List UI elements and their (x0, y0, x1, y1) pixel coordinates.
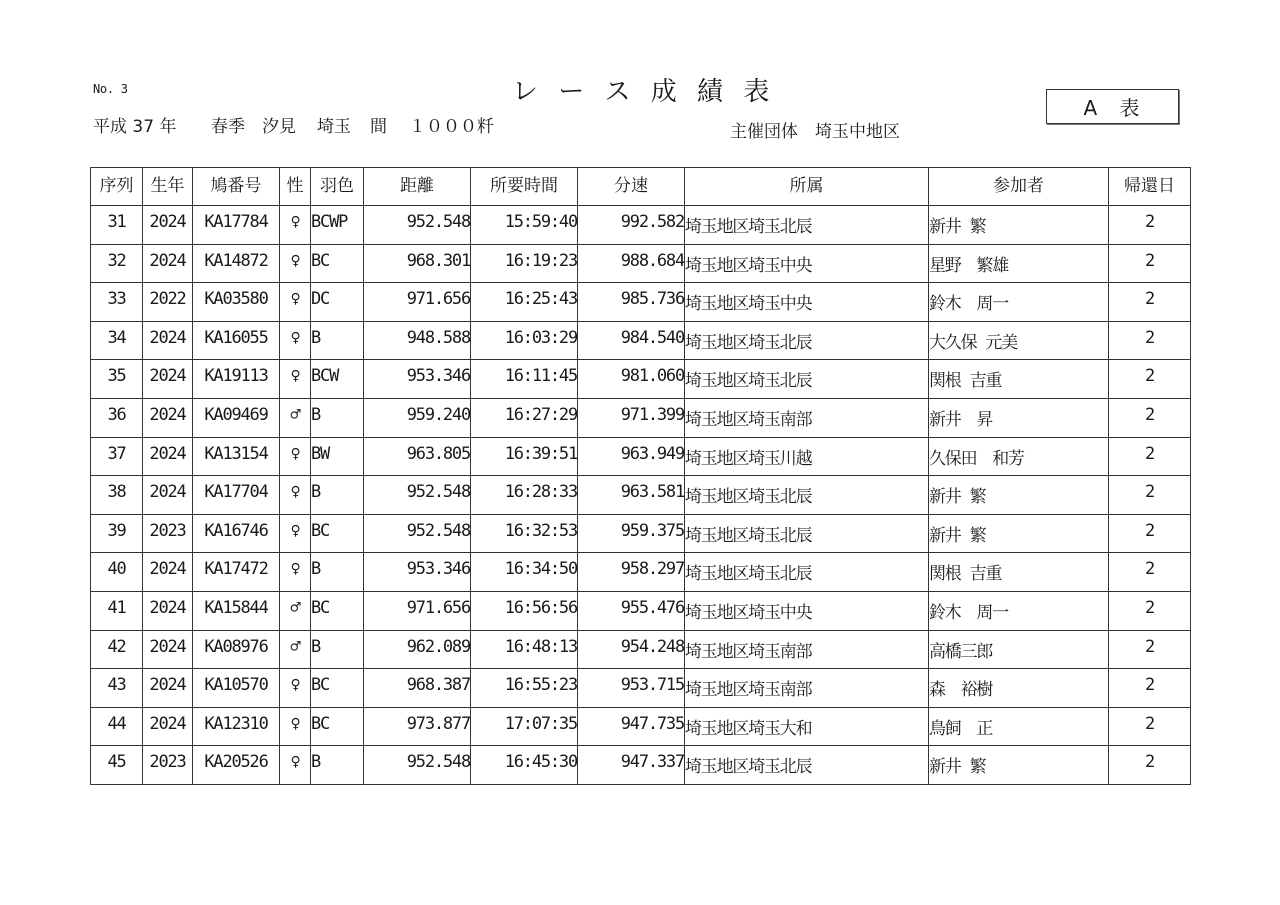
cell-seq: 42 (91, 630, 143, 669)
cell-band-no: KA10570 (193, 669, 280, 708)
cell-seq: 36 (91, 398, 143, 437)
cell-time: 16:56:56 (471, 591, 578, 630)
cell-distance: 952.548 (364, 476, 471, 515)
cell-time: 16:11:45 (471, 360, 578, 399)
cell-distance: 952.548 (364, 514, 471, 553)
document-title: レ ー ス 成 績 表 (512, 77, 776, 107)
cell-band-no: KA12310 (193, 707, 280, 746)
cell-sex: ♂ (280, 398, 311, 437)
cell-color: B (311, 476, 364, 515)
cell-sex: ♀ (280, 283, 311, 322)
cell-seq: 31 (91, 206, 143, 245)
table-body (91, 206, 1191, 785)
header-row (91, 168, 1191, 206)
cell-color: BW (311, 437, 364, 476)
race-between: 間 (370, 117, 387, 137)
cell-color: B (311, 321, 364, 360)
cell-affiliation: 埼玉地区埼玉北辰 (685, 553, 929, 592)
cell-color: BCWP (311, 206, 364, 245)
results-table (90, 167, 1191, 785)
cell-distance: 971.656 (364, 283, 471, 322)
cell-time: 16:39:51 (471, 437, 578, 476)
cell-time: 16:48:13 (471, 630, 578, 669)
cell-speed: 958.297 (578, 553, 685, 592)
cell-birth-year: 2024 (143, 707, 193, 746)
header-affiliation: 所属 (685, 168, 929, 206)
cell-speed: 947.735 (578, 707, 685, 746)
cell-band-no: KA17472 (193, 553, 280, 592)
cell-return-day: 2 (1109, 707, 1191, 746)
cell-seq: 43 (91, 669, 143, 708)
cell-distance: 968.387 (364, 669, 471, 708)
cell-return-day: 2 (1109, 591, 1191, 630)
cell-distance: 959.240 (364, 398, 471, 437)
cell-distance: 973.877 (364, 707, 471, 746)
cell-band-no: KA17704 (193, 476, 280, 515)
cell-affiliation: 埼玉地区埼玉北辰 (685, 206, 929, 245)
cell-band-no: KA03580 (193, 283, 280, 322)
cell-sex: ♀ (280, 206, 311, 245)
cell-time: 16:19:23 (471, 244, 578, 283)
cell-participant: 関根 吉重 (929, 360, 1109, 399)
cell-distance: 952.548 (364, 206, 471, 245)
header-sex: 性 (280, 168, 311, 206)
cell-seq: 32 (91, 244, 143, 283)
cell-distance: 953.346 (364, 553, 471, 592)
cell-distance: 948.588 (364, 321, 471, 360)
cell-participant: 新井 繁 (929, 746, 1109, 785)
cell-participant: 星野 繁雄 (929, 244, 1109, 283)
table-row (91, 591, 1191, 630)
cell-birth-year: 2024 (143, 437, 193, 476)
cell-participant: 新井 昇 (929, 398, 1109, 437)
cell-birth-year: 2024 (143, 669, 193, 708)
cell-speed: 947.337 (578, 746, 685, 785)
header-color: 羽色 (311, 168, 364, 206)
cell-birth-year: 2024 (143, 321, 193, 360)
cell-time: 16:55:23 (471, 669, 578, 708)
cell-affiliation: 埼玉地区埼玉南部 (685, 398, 929, 437)
header-return-day: 帰還日 (1109, 168, 1191, 206)
cell-band-no: KA13154 (193, 437, 280, 476)
cell-color: BC (311, 244, 364, 283)
race-distance: １０００粁 (409, 117, 494, 137)
cell-sex: ♀ (280, 437, 311, 476)
header-speed: 分速 (578, 168, 685, 206)
cell-return-day: 2 (1109, 553, 1191, 592)
cell-affiliation: 埼玉地区埼玉北辰 (685, 321, 929, 360)
cell-participant: 鳥飼 正 (929, 707, 1109, 746)
cell-seq: 40 (91, 553, 143, 592)
cell-speed: 984.540 (578, 321, 685, 360)
page-number: No. 3 (93, 82, 128, 96)
table-label: A 表 (1083, 96, 1148, 120)
cell-participant: 鈴木 周一 (929, 591, 1109, 630)
cell-time: 16:03:29 (471, 321, 578, 360)
table-row (91, 321, 1191, 360)
cell-band-no: KA19113 (193, 360, 280, 399)
cell-return-day: 2 (1109, 283, 1191, 322)
cell-sex: ♀ (280, 746, 311, 785)
header-participant: 参加者 (929, 168, 1109, 206)
cell-time: 16:34:50 (471, 553, 578, 592)
cell-affiliation: 埼玉地区埼玉南部 (685, 630, 929, 669)
cell-birth-year: 2023 (143, 514, 193, 553)
cell-time: 15:59:40 (471, 206, 578, 245)
table-row (91, 283, 1191, 322)
table-label-box (1046, 89, 1179, 124)
cell-color: BC (311, 669, 364, 708)
cell-time: 16:32:53 (471, 514, 578, 553)
cell-band-no: KA16746 (193, 514, 280, 553)
cell-return-day: 2 (1109, 476, 1191, 515)
cell-color: B (311, 630, 364, 669)
cell-speed: 955.476 (578, 591, 685, 630)
cell-affiliation: 埼玉地区埼玉北辰 (685, 746, 929, 785)
cell-sex: ♀ (280, 244, 311, 283)
cell-speed: 963.581 (578, 476, 685, 515)
cell-seq: 37 (91, 437, 143, 476)
cell-participant: 新井 繁 (929, 206, 1109, 245)
cell-speed: 985.736 (578, 283, 685, 322)
cell-color: BC (311, 707, 364, 746)
cell-affiliation: 埼玉地区埼玉中央 (685, 591, 929, 630)
cell-birth-year: 2024 (143, 476, 193, 515)
table-row (91, 746, 1191, 785)
cell-affiliation: 埼玉地区埼玉北辰 (685, 514, 929, 553)
header-band-no: 鳩番号 (193, 168, 280, 206)
cell-color: B (311, 398, 364, 437)
cell-return-day: 2 (1109, 206, 1191, 245)
table-row (91, 398, 1191, 437)
cell-birth-year: 2024 (143, 398, 193, 437)
cell-color: BC (311, 591, 364, 630)
race-destination: 埼玉 (317, 117, 351, 137)
cell-distance: 963.805 (364, 437, 471, 476)
organizer: 主催団体 埼玉中地区 (730, 122, 900, 142)
cell-participant: 高橋三郎 (929, 630, 1109, 669)
table-row (91, 553, 1191, 592)
cell-distance: 971.656 (364, 591, 471, 630)
header-distance: 距離 (364, 168, 471, 206)
cell-seq: 38 (91, 476, 143, 515)
table-row (91, 630, 1191, 669)
cell-band-no: KA16055 (193, 321, 280, 360)
header-seq: 序列 (91, 168, 143, 206)
cell-color: B (311, 746, 364, 785)
header-time: 所要時間 (471, 168, 578, 206)
cell-affiliation: 埼玉地区埼玉北辰 (685, 360, 929, 399)
cell-participant: 久保田 和芳 (929, 437, 1109, 476)
cell-speed: 981.060 (578, 360, 685, 399)
table-row (91, 244, 1191, 283)
cell-sex: ♀ (280, 360, 311, 399)
race-release-point: 汐見 (262, 117, 296, 137)
cell-sex: ♀ (280, 707, 311, 746)
cell-color: BC (311, 514, 364, 553)
cell-band-no: KA20526 (193, 746, 280, 785)
cell-affiliation: 埼玉地区埼玉川越 (685, 437, 929, 476)
cell-return-day: 2 (1109, 630, 1191, 669)
cell-time: 16:25:43 (471, 283, 578, 322)
cell-affiliation: 埼玉地区埼玉北辰 (685, 476, 929, 515)
table-row (91, 206, 1191, 245)
table-row (91, 360, 1191, 399)
cell-seq: 35 (91, 360, 143, 399)
cell-band-no: KA09469 (193, 398, 280, 437)
cell-participant: 新井 繁 (929, 476, 1109, 515)
cell-birth-year: 2024 (143, 206, 193, 245)
cell-speed: 959.375 (578, 514, 685, 553)
cell-seq: 41 (91, 591, 143, 630)
table-header (91, 168, 1191, 206)
cell-speed: 971.399 (578, 398, 685, 437)
cell-participant: 大久保 元美 (929, 321, 1109, 360)
cell-birth-year: 2024 (143, 360, 193, 399)
cell-distance: 968.301 (364, 244, 471, 283)
cell-birth-year: 2022 (143, 283, 193, 322)
cell-speed: 988.684 (578, 244, 685, 283)
cell-affiliation: 埼玉地区埼玉中央 (685, 244, 929, 283)
cell-affiliation: 埼玉地区埼玉大和 (685, 707, 929, 746)
table-row (91, 476, 1191, 515)
cell-speed: 954.248 (578, 630, 685, 669)
cell-participant: 新井 繁 (929, 514, 1109, 553)
cell-sex: ♂ (280, 591, 311, 630)
cell-birth-year: 2024 (143, 244, 193, 283)
cell-return-day: 2 (1109, 669, 1191, 708)
table-row (91, 514, 1191, 553)
cell-time: 16:27:29 (471, 398, 578, 437)
cell-band-no: KA14872 (193, 244, 280, 283)
cell-sex: ♀ (280, 669, 311, 708)
table-row (91, 437, 1191, 476)
cell-sex: ♀ (280, 476, 311, 515)
cell-speed: 963.949 (578, 437, 685, 476)
cell-participant: 鈴木 周一 (929, 283, 1109, 322)
cell-birth-year: 2024 (143, 591, 193, 630)
cell-seq: 44 (91, 707, 143, 746)
cell-seq: 33 (91, 283, 143, 322)
cell-affiliation: 埼玉地区埼玉南部 (685, 669, 929, 708)
cell-sex: ♀ (280, 321, 311, 360)
cell-participant: 森 裕樹 (929, 669, 1109, 708)
cell-distance: 962.089 (364, 630, 471, 669)
cell-return-day: 2 (1109, 244, 1191, 283)
race-era: 平成 37 年 (93, 117, 177, 137)
table-row (91, 707, 1191, 746)
cell-distance: 953.346 (364, 360, 471, 399)
cell-distance: 952.548 (364, 746, 471, 785)
cell-return-day: 2 (1109, 746, 1191, 785)
cell-speed: 953.715 (578, 669, 685, 708)
cell-time: 16:28:33 (471, 476, 578, 515)
cell-seq: 45 (91, 746, 143, 785)
cell-sex: ♂ (280, 630, 311, 669)
cell-band-no: KA08976 (193, 630, 280, 669)
cell-affiliation: 埼玉地区埼玉中央 (685, 283, 929, 322)
cell-return-day: 2 (1109, 321, 1191, 360)
cell-seq: 39 (91, 514, 143, 553)
cell-seq: 34 (91, 321, 143, 360)
cell-color: DC (311, 283, 364, 322)
race-season: 春季 (211, 117, 245, 137)
cell-birth-year: 2024 (143, 630, 193, 669)
cell-color: BCW (311, 360, 364, 399)
cell-return-day: 2 (1109, 514, 1191, 553)
cell-time: 16:45:30 (471, 746, 578, 785)
cell-participant: 関根 吉重 (929, 553, 1109, 592)
cell-speed: 992.582 (578, 206, 685, 245)
cell-sex: ♀ (280, 553, 311, 592)
table-row (91, 669, 1191, 708)
cell-color: B (311, 553, 364, 592)
cell-birth-year: 2023 (143, 746, 193, 785)
cell-sex: ♀ (280, 514, 311, 553)
cell-birth-year: 2024 (143, 553, 193, 592)
cell-band-no: KA15844 (193, 591, 280, 630)
cell-band-no: KA17784 (193, 206, 280, 245)
cell-return-day: 2 (1109, 437, 1191, 476)
cell-time: 17:07:35 (471, 707, 578, 746)
header-birth-year: 生年 (143, 168, 193, 206)
cell-return-day: 2 (1109, 360, 1191, 399)
cell-return-day: 2 (1109, 398, 1191, 437)
